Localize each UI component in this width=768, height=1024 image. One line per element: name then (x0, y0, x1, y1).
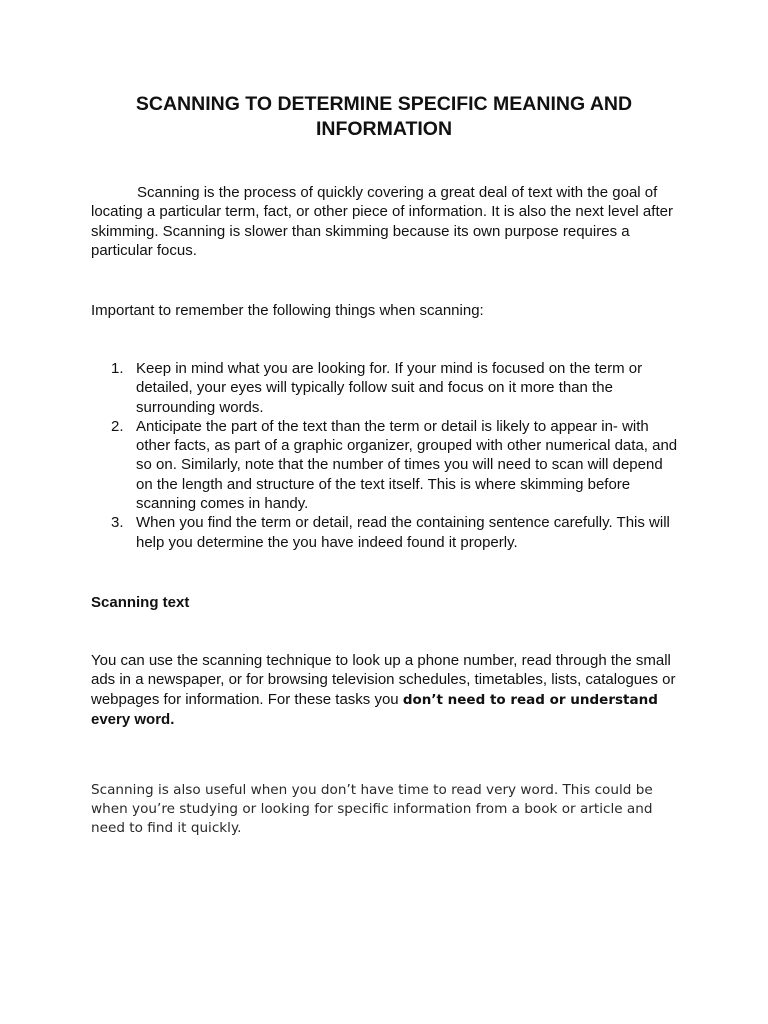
list-item-number: 1. (111, 360, 124, 377)
list-item-text: Keep in mind what you are looking for. If your mind is focused on the term or detailed, your eyes will typically follow suit and focus on it more than the surrounding words. (136, 360, 643, 416)
list-item-text: When you find the term or detail, read the containing sentence carefully. This will help you determine the you have indeed found it properly. (136, 514, 670, 551)
technique-paragraph (91, 651, 683, 729)
list-item (91, 359, 683, 417)
scanning-tips-list (91, 359, 683, 552)
remember-heading: Important to remember the following things when scanning: (91, 302, 484, 319)
intro-paragraph: Scanning is the process of quickly covering a great deal of text with the goal of locating a particular term, fact, or other piece of information. It is also the next level after skimming. Scanning is slower than skimming because its own purpose requires a particular focus. (91, 184, 673, 259)
scanning-text-heading: Scanning text (91, 594, 190, 611)
document-title: SCANNING TO DETERMINE SPECIFIC MEANING AND INFORMATION (135, 93, 633, 140)
technique-emphasis-part2: every word. (91, 710, 175, 728)
list-item-number: 3. (111, 514, 124, 532)
technique-emphasis-part1: don’t need to read or understand (402, 691, 658, 708)
list-item (91, 417, 683, 513)
list-item (91, 513, 683, 552)
technique-paragraph-lead: You can use the scanning technique to look up a phone number, read through the small ads in a newspaper, or for browsing television schedules, timetables, lists, catalogues or webpages for information. For these tasks you (91, 652, 676, 708)
list-item-text: Anticipate the part of the text than the term or detail is likely to appear in- with other facts, as part of a graphic organizer, grouped with other numerical data, and so on. Similarly, note that the number of times you will need to scan will depend on the length and structure of the text itself. This is where skimming before scanning comes in handy. (136, 417, 678, 513)
useful-paragraph: Scanning is also useful when you don’t have time to read very word. This could be when you’re studying or looking for specific information from a book or article and need to find it quickly. (91, 781, 653, 837)
list-item-number: 2. (111, 417, 124, 435)
